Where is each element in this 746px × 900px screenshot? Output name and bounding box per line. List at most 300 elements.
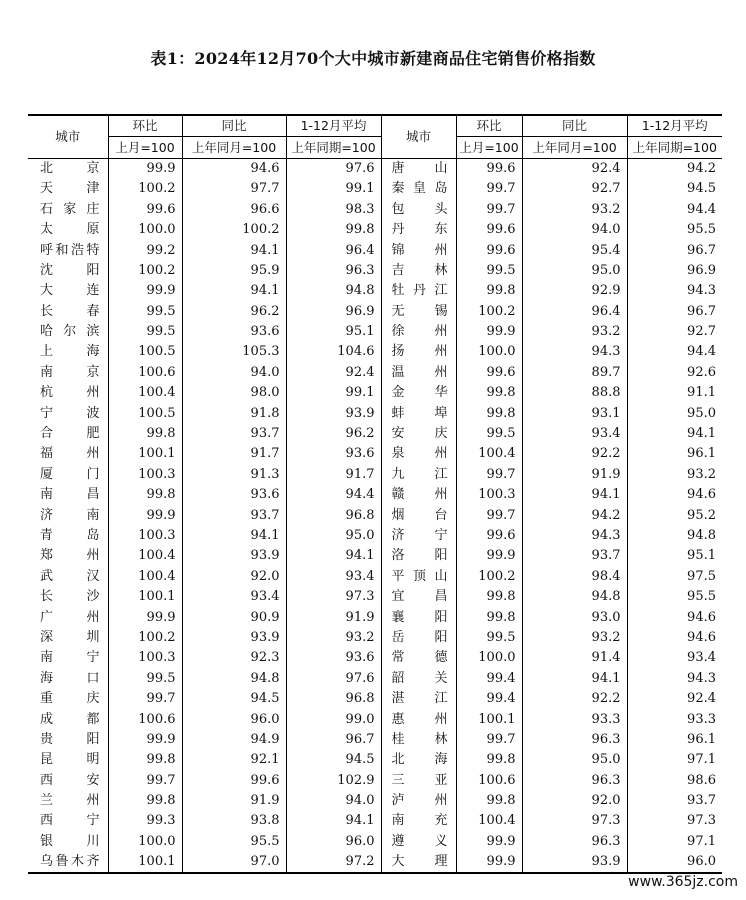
city-name-left bbox=[28, 852, 108, 873]
avg-value-right: 94.1 bbox=[687, 426, 716, 442]
mom-value-right: 100.0 bbox=[456, 342, 522, 362]
table-row bbox=[28, 669, 722, 689]
yoy-value-right: 93.3 bbox=[522, 709, 627, 729]
city-name-left bbox=[28, 158, 108, 179]
city-name-left bbox=[28, 730, 108, 750]
table-row bbox=[28, 424, 722, 444]
avg-value-right: 92.6 bbox=[687, 364, 716, 380]
mom-value-left: 100.4 bbox=[108, 567, 182, 587]
yoy-value-right: 93.2 bbox=[522, 628, 627, 648]
city-name-right-text: 金 华 bbox=[391, 385, 448, 401]
avg-value-left: 94.0 bbox=[286, 791, 381, 811]
avg-value-right: 94.4 bbox=[687, 344, 716, 360]
city-name-left-text: 青 岛 bbox=[40, 528, 100, 543]
table-row bbox=[28, 730, 722, 750]
avg-value-left: 96.4 bbox=[286, 240, 381, 260]
city-name-left-text: 大 连 bbox=[40, 283, 100, 299]
avg-value-left: 99.1 bbox=[286, 179, 381, 199]
city-name-right-text: 洛 阳 bbox=[391, 548, 448, 564]
mom-value-left: 99.3 bbox=[108, 811, 182, 831]
city-name-right-text: 包 头 bbox=[391, 201, 448, 217]
yoy-value-right: 93.9 bbox=[522, 852, 627, 873]
mom-value-right: 99.6 bbox=[456, 363, 522, 383]
table-row bbox=[28, 546, 722, 566]
avg-value-right: 94.8 bbox=[687, 528, 716, 543]
mom-value-right: 99.7 bbox=[456, 465, 522, 485]
yoy-value-left: 93.7 bbox=[182, 424, 286, 444]
avg-value-right: 96.0 bbox=[627, 852, 722, 873]
yoy-value-left: 93.6 bbox=[182, 322, 286, 342]
city-name-left bbox=[28, 363, 108, 383]
city-name-left-text: 银 川 bbox=[40, 833, 100, 849]
mom-value-left: 99.7 bbox=[108, 771, 182, 791]
yoy-value-right: 94.1 bbox=[522, 669, 627, 689]
city-name-right-text: 锦 州 bbox=[391, 242, 448, 258]
table-row bbox=[28, 240, 722, 260]
avg-value-right: 93.2 bbox=[687, 466, 716, 482]
avg-value-right: 94.3 bbox=[687, 670, 716, 686]
avg-value-left: 96.3 bbox=[286, 261, 381, 281]
yoy-value-left: 96.6 bbox=[182, 200, 286, 220]
yoy-value-right: 94.2 bbox=[522, 505, 627, 525]
city-name-right bbox=[381, 852, 456, 873]
city-name-left bbox=[28, 689, 108, 709]
mom-value-left: 99.7 bbox=[108, 689, 182, 709]
mom-value-right: 99.6 bbox=[456, 220, 522, 240]
yoy-value-left: 94.9 bbox=[182, 730, 286, 750]
mom-value-left: 99.9 bbox=[108, 281, 182, 301]
mom-value-right: 100.6 bbox=[456, 771, 522, 791]
header-avg-base-right: 上年同期=100 bbox=[627, 137, 722, 158]
city-name-right-text: 惠 州 bbox=[391, 711, 448, 727]
mom-value-right: 99.8 bbox=[456, 607, 522, 627]
avg-value-right: 97.1 bbox=[687, 752, 716, 768]
yoy-value-left: 93.9 bbox=[182, 628, 286, 648]
mom-value-right: 100.3 bbox=[456, 485, 522, 505]
yoy-value-left: 98.0 bbox=[182, 383, 286, 403]
city-name-right bbox=[381, 444, 456, 464]
table-row bbox=[28, 771, 722, 791]
table-row bbox=[28, 607, 722, 627]
yoy-value-left: 94.6 bbox=[182, 158, 286, 179]
avg-value-left: 93.6 bbox=[286, 444, 381, 464]
avg-value-left: 91.7 bbox=[286, 465, 381, 485]
city-name-right bbox=[381, 465, 456, 485]
city-name-left bbox=[28, 281, 108, 301]
avg-value-right: 97.3 bbox=[687, 813, 716, 829]
avg-value-left: 97.6 bbox=[286, 158, 381, 179]
table-row bbox=[28, 505, 722, 525]
city-name-left-text: 海 口 bbox=[40, 670, 100, 686]
mom-value-left: 100.3 bbox=[108, 465, 182, 485]
yoy-value-right: 94.8 bbox=[522, 587, 627, 607]
price-index-table bbox=[28, 114, 722, 874]
city-name-right bbox=[381, 669, 456, 689]
yoy-value-right: 88.8 bbox=[522, 383, 627, 403]
mom-value-left: 99.9 bbox=[108, 607, 182, 627]
mom-value-left: 100.5 bbox=[108, 342, 182, 362]
city-name-right bbox=[381, 424, 456, 444]
mom-value-left: 99.5 bbox=[108, 669, 182, 689]
avg-value-right: 95.0 bbox=[687, 405, 716, 421]
mom-value-right: 99.8 bbox=[456, 383, 522, 403]
mom-value-left: 99.9 bbox=[108, 730, 182, 750]
city-name-right bbox=[381, 791, 456, 811]
city-name-left bbox=[28, 485, 108, 505]
mom-value-left: 99.9 bbox=[108, 505, 182, 525]
table-row bbox=[28, 281, 722, 301]
mom-value-left: 100.2 bbox=[108, 628, 182, 648]
table-row bbox=[28, 689, 722, 709]
city-name-right bbox=[381, 383, 456, 403]
mom-value-left: 99.8 bbox=[108, 791, 182, 811]
avg-value-left: 96.8 bbox=[286, 689, 381, 709]
city-name-right bbox=[381, 526, 456, 546]
city-name-right-text: 蚌 埠 bbox=[391, 405, 448, 421]
table-row bbox=[28, 179, 722, 199]
yoy-value-left: 91.7 bbox=[182, 444, 286, 464]
yoy-value-right: 94.1 bbox=[522, 485, 627, 505]
city-name-right bbox=[381, 587, 456, 607]
mom-value-left: 100.5 bbox=[108, 403, 182, 423]
city-name-right-text: 三 亚 bbox=[391, 772, 448, 788]
yoy-value-left: 97.7 bbox=[182, 179, 286, 199]
city-name-right-text: 湛 江 bbox=[391, 691, 448, 707]
yoy-value-right: 96.3 bbox=[522, 730, 627, 750]
mom-value-right: 99.7 bbox=[456, 179, 522, 199]
avg-value-left: 104.6 bbox=[286, 342, 381, 362]
city-name-right bbox=[381, 403, 456, 423]
city-name-left-text: 上 海 bbox=[40, 344, 100, 360]
avg-value-right: 93.4 bbox=[687, 650, 716, 666]
mom-value-left: 100.1 bbox=[108, 444, 182, 464]
city-name-right-text: 济 宁 bbox=[391, 528, 448, 543]
city-name-left-text: 太 原 bbox=[40, 222, 100, 238]
city-name-left bbox=[28, 240, 108, 260]
yoy-value-left: 92.3 bbox=[182, 648, 286, 668]
site-watermark: www.365jz.com bbox=[628, 874, 738, 890]
mom-value-right: 99.8 bbox=[456, 750, 522, 770]
table-row bbox=[28, 485, 722, 505]
avg-value-right: 94.6 bbox=[687, 609, 716, 625]
city-name-left bbox=[28, 791, 108, 811]
mom-value-right: 99.6 bbox=[456, 526, 522, 546]
mom-value-right: 100.0 bbox=[456, 648, 522, 668]
header-row-base bbox=[28, 137, 722, 158]
yoy-value-left: 94.1 bbox=[182, 526, 286, 546]
avg-value-right: 97.5 bbox=[687, 568, 716, 584]
city-name-right bbox=[381, 750, 456, 770]
yoy-value-left: 95.5 bbox=[182, 832, 286, 852]
city-name-right bbox=[381, 302, 456, 322]
mom-value-left: 100.0 bbox=[108, 832, 182, 852]
header-city-right: 城市 bbox=[381, 115, 456, 158]
yoy-value-left: 93.8 bbox=[182, 811, 286, 831]
city-name-right bbox=[381, 363, 456, 383]
yoy-value-right: 96.4 bbox=[522, 302, 627, 322]
table-row bbox=[28, 587, 722, 607]
mom-value-right: 100.1 bbox=[456, 709, 522, 729]
city-name-right bbox=[381, 200, 456, 220]
avg-value-right: 96.7 bbox=[687, 242, 716, 258]
mom-value-right: 99.5 bbox=[456, 261, 522, 281]
avg-value-left: 94.5 bbox=[286, 750, 381, 770]
city-name-right-text: 烟 台 bbox=[391, 507, 448, 523]
mom-value-right: 100.4 bbox=[456, 811, 522, 831]
mom-value-right: 99.8 bbox=[456, 587, 522, 607]
city-name-left-text: 郑 州 bbox=[40, 548, 100, 564]
city-name-left bbox=[28, 179, 108, 199]
avg-value-left: 93.4 bbox=[286, 567, 381, 587]
city-name-right bbox=[381, 342, 456, 362]
avg-value-right: 94.6 bbox=[687, 487, 716, 503]
city-name-right bbox=[381, 832, 456, 852]
yoy-value-left: 93.9 bbox=[182, 546, 286, 566]
city-name-left-text: 北 京 bbox=[40, 160, 100, 176]
yoy-value-right: 91.9 bbox=[522, 465, 627, 485]
yoy-value-left: 99.6 bbox=[182, 771, 286, 791]
mom-value-right: 99.7 bbox=[456, 730, 522, 750]
city-name-right bbox=[381, 648, 456, 668]
mom-value-right: 99.6 bbox=[456, 158, 522, 179]
city-name-right-text: 安 庆 bbox=[391, 426, 448, 442]
mom-value-left: 99.6 bbox=[108, 200, 182, 220]
city-name-left bbox=[28, 546, 108, 566]
header-row-group bbox=[28, 115, 722, 137]
mom-value-left: 99.9 bbox=[108, 158, 182, 179]
avg-value-left: 91.9 bbox=[286, 607, 381, 627]
city-name-right bbox=[381, 546, 456, 566]
avg-value-left: 99.0 bbox=[286, 709, 381, 729]
yoy-value-right: 97.3 bbox=[522, 811, 627, 831]
city-name-left bbox=[28, 465, 108, 485]
city-name-right-text: 常 德 bbox=[391, 650, 448, 666]
avg-value-right: 91.1 bbox=[687, 385, 716, 401]
yoy-value-left: 91.8 bbox=[182, 403, 286, 423]
table-row bbox=[28, 811, 722, 831]
table-row bbox=[28, 648, 722, 668]
city-name-right bbox=[381, 505, 456, 525]
avg-value-right: 93.7 bbox=[687, 793, 716, 809]
yoy-value-left: 96.0 bbox=[182, 709, 286, 729]
mom-value-left: 100.2 bbox=[108, 261, 182, 281]
yoy-value-right: 92.4 bbox=[522, 158, 627, 179]
yoy-value-left: 97.0 bbox=[182, 852, 286, 873]
yoy-value-left: 94.1 bbox=[182, 240, 286, 260]
city-name-left bbox=[28, 832, 108, 852]
yoy-value-right: 94.3 bbox=[522, 342, 627, 362]
table-row bbox=[28, 383, 722, 403]
city-name-right bbox=[381, 730, 456, 750]
city-name-right bbox=[381, 567, 456, 587]
city-name-left bbox=[28, 811, 108, 831]
yoy-value-left: 93.7 bbox=[182, 505, 286, 525]
avg-value-right: 98.6 bbox=[687, 772, 716, 788]
mom-value-left: 99.2 bbox=[108, 240, 182, 260]
avg-value-left: 95.1 bbox=[286, 322, 381, 342]
avg-value-left: 96.2 bbox=[286, 424, 381, 444]
yoy-value-right: 96.3 bbox=[522, 771, 627, 791]
city-name-right-text: 南 充 bbox=[391, 813, 448, 829]
avg-value-left: 96.8 bbox=[286, 505, 381, 525]
table-row bbox=[28, 832, 722, 852]
mom-value-left: 100.6 bbox=[108, 709, 182, 729]
mom-value-right: 100.2 bbox=[456, 567, 522, 587]
avg-value-right: 92.4 bbox=[687, 691, 716, 707]
avg-value-right: 94.2 bbox=[687, 160, 716, 176]
city-name-right-text: 丹 东 bbox=[391, 222, 448, 238]
table-row bbox=[28, 709, 722, 729]
header-yoy-right: 同比 bbox=[522, 115, 627, 137]
avg-value-left: 99.1 bbox=[286, 383, 381, 403]
city-name-left-text: 宁 波 bbox=[40, 405, 100, 421]
avg-value-left: 95.0 bbox=[286, 526, 381, 546]
table-row bbox=[28, 628, 722, 648]
yoy-value-left: 100.2 bbox=[182, 220, 286, 240]
avg-value-right: 96.7 bbox=[687, 303, 716, 319]
mom-value-right: 99.9 bbox=[456, 832, 522, 852]
city-name-right-text: 徐 州 bbox=[391, 324, 448, 340]
avg-value-left: 94.1 bbox=[286, 811, 381, 831]
yoy-value-right: 92.2 bbox=[522, 689, 627, 709]
table-row bbox=[28, 852, 722, 873]
city-name-right-text: 襄 阳 bbox=[391, 609, 448, 625]
yoy-value-left: 92.1 bbox=[182, 750, 286, 770]
city-name-left bbox=[28, 200, 108, 220]
city-name-right bbox=[381, 811, 456, 831]
table-row bbox=[28, 363, 722, 383]
city-name-right bbox=[381, 158, 456, 179]
city-name-right-text: 北 海 bbox=[391, 752, 448, 768]
avg-value-left: 96.9 bbox=[286, 302, 381, 322]
yoy-value-left: 94.1 bbox=[182, 281, 286, 301]
city-name-right-text: 吉 林 bbox=[391, 262, 448, 278]
avg-value-left: 97.2 bbox=[286, 852, 381, 873]
yoy-value-left: 96.2 bbox=[182, 302, 286, 322]
city-name-left bbox=[28, 607, 108, 627]
table-row bbox=[28, 302, 722, 322]
avg-value-left: 94.4 bbox=[286, 485, 381, 505]
yoy-value-left: 92.0 bbox=[182, 567, 286, 587]
mom-value-left: 100.1 bbox=[108, 852, 182, 873]
city-name-left bbox=[28, 424, 108, 444]
yoy-value-right: 94.0 bbox=[522, 220, 627, 240]
yoy-value-left: 90.9 bbox=[182, 607, 286, 627]
table-row bbox=[28, 403, 722, 423]
table-row bbox=[28, 261, 722, 281]
city-name-right-text: 赣 州 bbox=[391, 487, 448, 503]
city-name-right-text: 秦 皇 岛 bbox=[391, 181, 448, 197]
yoy-value-right: 95.0 bbox=[522, 750, 627, 770]
city-name-left-text: 福 州 bbox=[40, 446, 100, 462]
city-name-left-text: 西 宁 bbox=[40, 813, 100, 829]
city-name-right-text: 遵 义 bbox=[391, 833, 448, 849]
mom-value-right: 99.6 bbox=[456, 240, 522, 260]
mom-value-left: 100.3 bbox=[108, 526, 182, 546]
city-name-left bbox=[28, 220, 108, 240]
city-name-left bbox=[28, 383, 108, 403]
table-row bbox=[28, 220, 722, 240]
avg-value-right: 95.5 bbox=[687, 222, 716, 238]
avg-value-left: 93.6 bbox=[286, 648, 381, 668]
yoy-value-right: 92.0 bbox=[522, 791, 627, 811]
yoy-value-right: 95.0 bbox=[522, 261, 627, 281]
yoy-value-right: 98.4 bbox=[522, 567, 627, 587]
header-mom-base-left: 上月=100 bbox=[108, 137, 182, 158]
city-name-right-text: 大 理 bbox=[391, 854, 448, 870]
table-body bbox=[28, 158, 722, 873]
mom-value-left: 99.5 bbox=[108, 322, 182, 342]
city-name-left bbox=[28, 628, 108, 648]
yoy-value-left: 93.6 bbox=[182, 485, 286, 505]
city-name-left bbox=[28, 567, 108, 587]
city-name-left-text: 杭 州 bbox=[40, 385, 100, 401]
avg-value-right: 96.9 bbox=[687, 262, 716, 278]
city-name-right-text: 宜 昌 bbox=[391, 589, 448, 605]
yoy-value-right: 92.9 bbox=[522, 281, 627, 301]
city-name-left-text: 南 昌 bbox=[40, 487, 100, 503]
city-name-right-text: 泉 州 bbox=[391, 446, 448, 462]
city-name-left-text: 厦 门 bbox=[40, 466, 100, 482]
avg-value-right: 97.1 bbox=[687, 833, 716, 849]
table-row bbox=[28, 567, 722, 587]
mom-value-right: 99.5 bbox=[456, 424, 522, 444]
avg-value-right: 94.4 bbox=[687, 201, 716, 217]
yoy-value-left: 94.0 bbox=[182, 363, 286, 383]
header-yoy-base-right: 上年同月=100 bbox=[522, 137, 627, 158]
table-row bbox=[28, 444, 722, 464]
mom-value-right: 99.8 bbox=[456, 281, 522, 301]
city-name-left-text: 天 津 bbox=[40, 181, 100, 197]
city-name-right bbox=[381, 220, 456, 240]
mom-value-left: 99.8 bbox=[108, 750, 182, 770]
city-name-left-text: 哈 尔 滨 bbox=[40, 324, 100, 340]
city-name-left-text: 呼 和 浩 特 bbox=[40, 242, 100, 258]
city-name-right-text: 九 江 bbox=[391, 466, 448, 482]
mom-value-right: 99.7 bbox=[456, 505, 522, 525]
table-title: 表1：2024年12月70个大中城市新建商品住宅销售价格指数 bbox=[150, 49, 596, 68]
yoy-value-right: 92.2 bbox=[522, 444, 627, 464]
mom-value-left: 99.5 bbox=[108, 302, 182, 322]
header-yoy-left: 同比 bbox=[182, 115, 286, 137]
city-name-left-text: 长 沙 bbox=[40, 589, 100, 605]
header-mom-left: 环比 bbox=[108, 115, 182, 137]
yoy-value-left: 94.5 bbox=[182, 689, 286, 709]
table-row bbox=[28, 465, 722, 485]
mom-value-left: 99.8 bbox=[108, 424, 182, 444]
yoy-value-right: 89.7 bbox=[522, 363, 627, 383]
city-name-left-text: 南 宁 bbox=[40, 650, 100, 666]
city-name-right bbox=[381, 179, 456, 199]
yoy-value-right: 93.2 bbox=[522, 200, 627, 220]
mom-value-right: 100.4 bbox=[456, 444, 522, 464]
city-name-left-text: 武 汉 bbox=[40, 568, 100, 584]
city-name-left-text: 西 安 bbox=[40, 772, 100, 788]
city-name-right bbox=[381, 689, 456, 709]
city-name-left bbox=[28, 261, 108, 281]
city-name-right bbox=[381, 771, 456, 791]
city-name-left-text: 石 家 庄 bbox=[40, 201, 100, 217]
yoy-value-right: 93.2 bbox=[522, 322, 627, 342]
city-name-left-text: 长 春 bbox=[40, 303, 100, 319]
yoy-value-right: 94.3 bbox=[522, 526, 627, 546]
city-name-left bbox=[28, 587, 108, 607]
avg-value-left: 98.3 bbox=[286, 200, 381, 220]
yoy-value-right: 95.4 bbox=[522, 240, 627, 260]
city-name-left bbox=[28, 526, 108, 546]
mom-value-right: 99.4 bbox=[456, 689, 522, 709]
city-name-right-text: 岳 阳 bbox=[391, 629, 448, 645]
